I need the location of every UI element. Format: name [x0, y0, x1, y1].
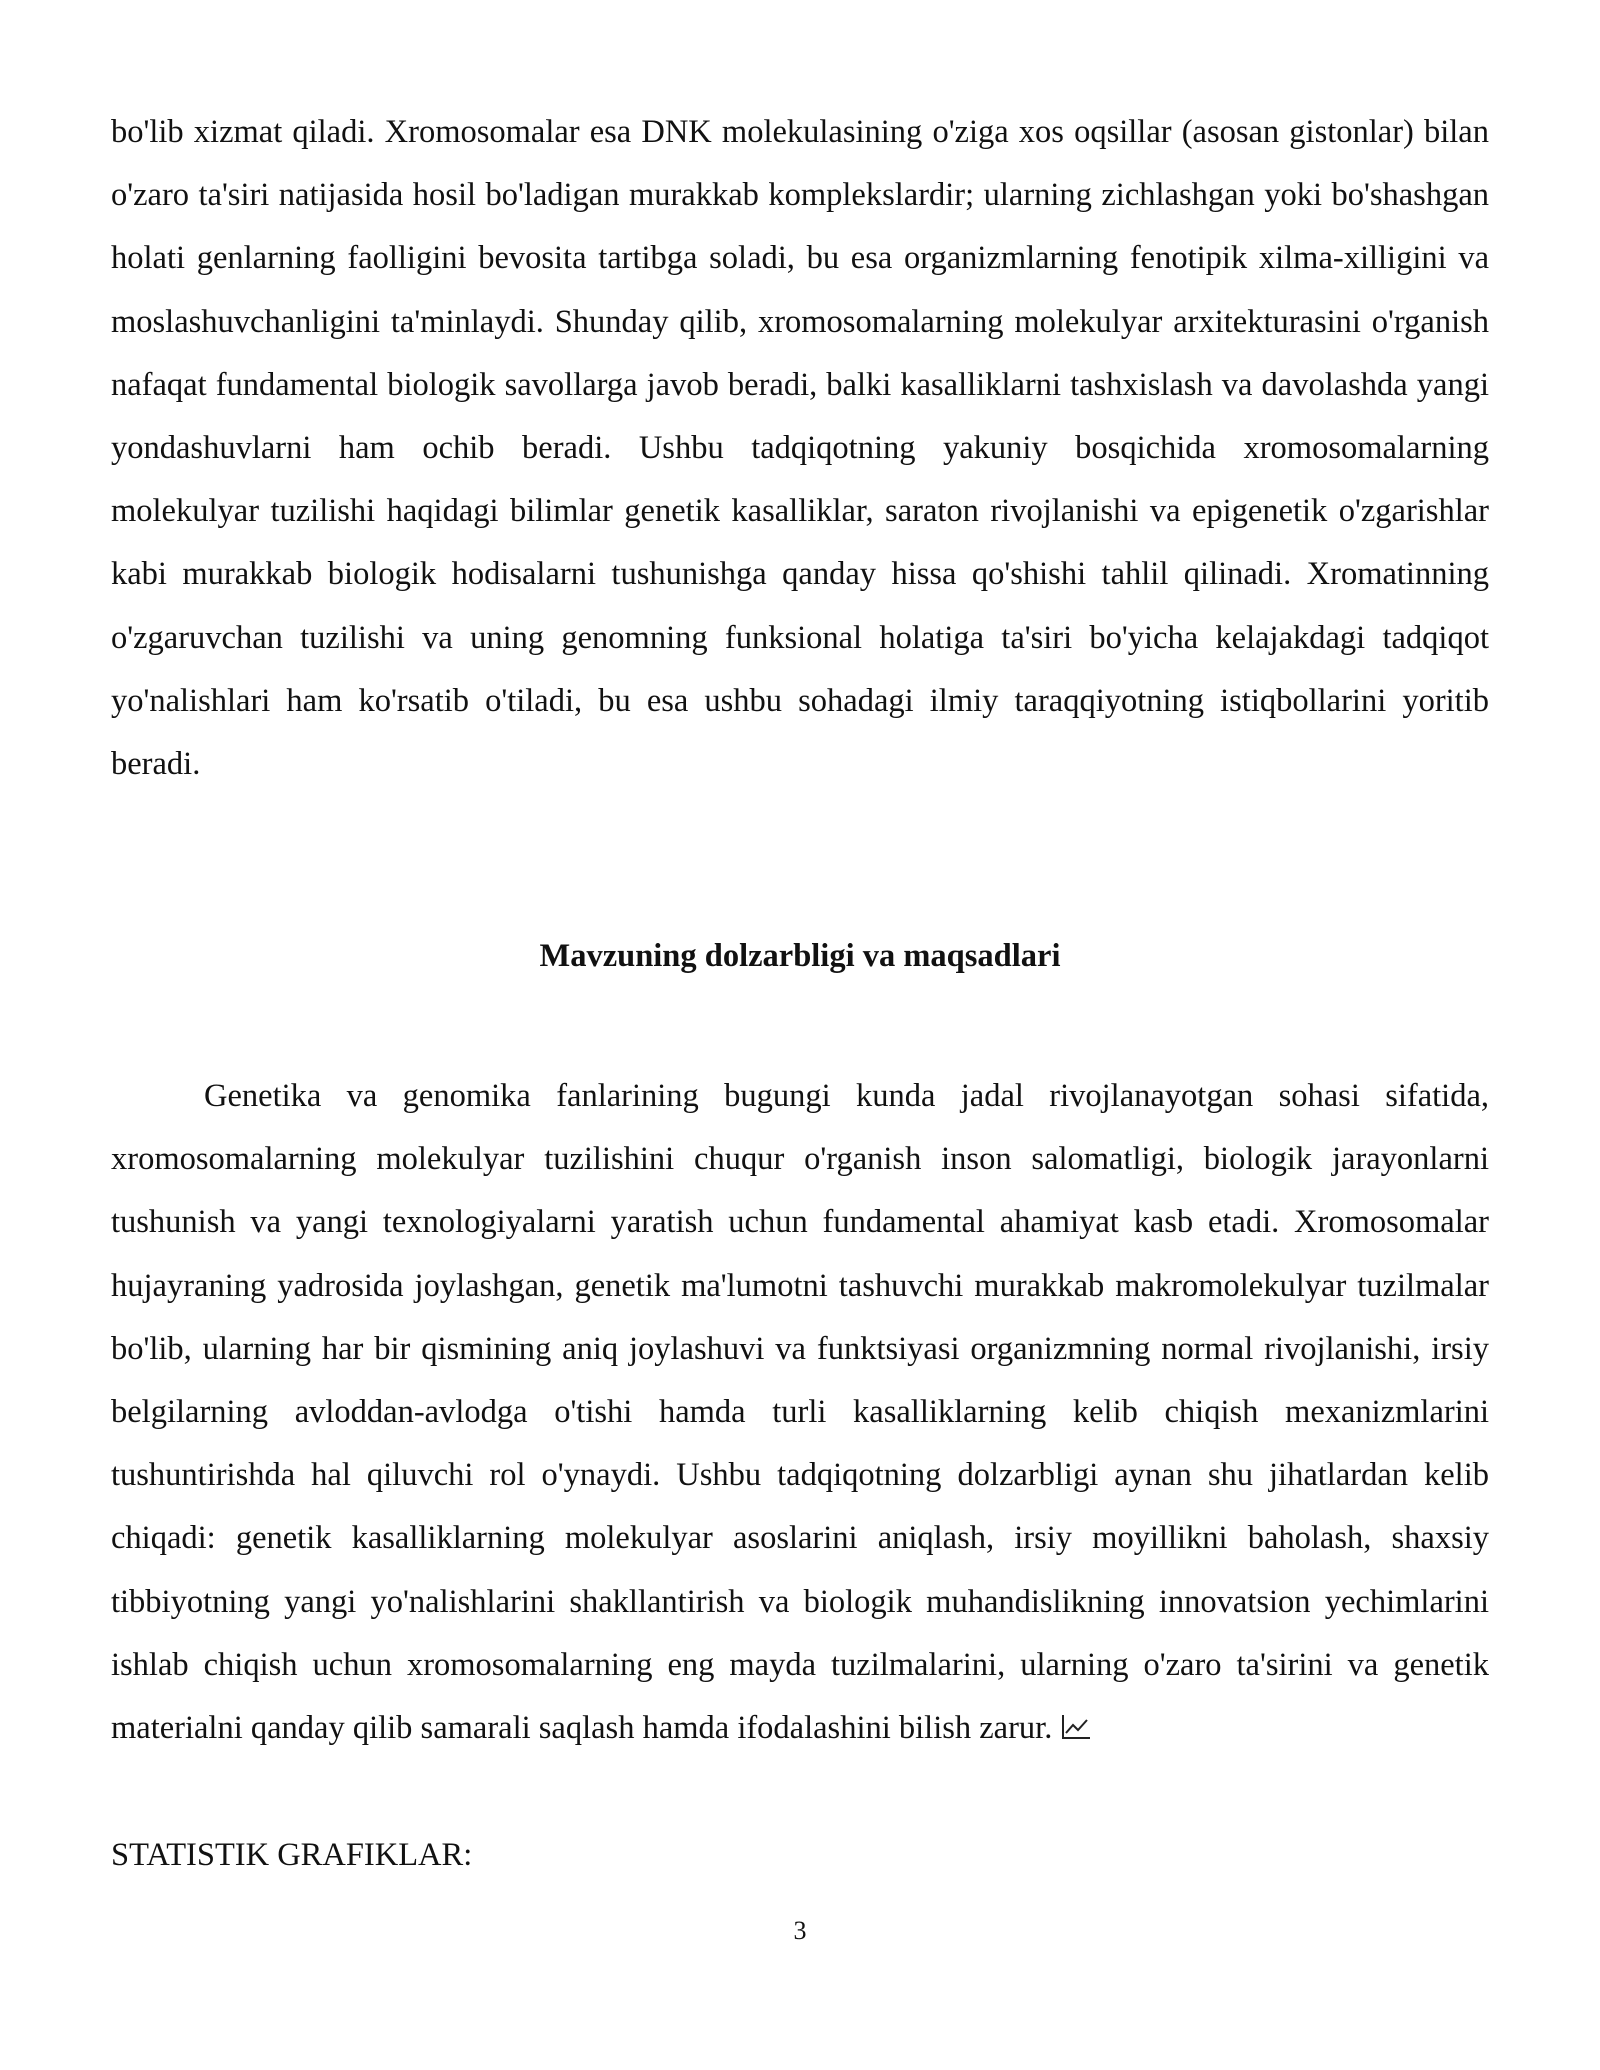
- body-paragraph-2: [111, 1065, 1489, 1760]
- section-heading: Mavzuning dolzarbligi va maqsadlari: [539, 938, 1061, 974]
- body-paragraph-2-text: Genetika va genomika fanlarining bugungi kunda jadal rivojlanayotgan sohasi sifatida, xromosomalarning molekulyar tuzilishini chuqur o'rganish inson salomatligi, biologik jarayonlarni tushunish va yangi texnologiyalarni yaratish uchun fundamental ahamiyat kasb etadi. Xromosomalar hujayraning yadrosida joylashgan, genetik ma'lumotni tashuvchi murakkab makromolekulyar tuzilmalar bo'lib, ularning har bir qismining aniq joylashuvi va funktsiyasi organizmning normal rivojlanishi, irsiy belgilarning avloddan-avlodga o'tishi hamda turli kasalliklarning kelib chiqish mexanizmlarini tushuntirishda hal qiluvchi rol o'ynaydi. Ushbu tadqiqotning dolzarbligi aynan shu jihatlardan kelib chiqadi: genetik kasalliklarning molekulyar asoslarini aniqlash, irsiy moyillikni baholash, shaxsiy tibbiyotning yangi yo'nalishlarini shakllantirish va biologik muhandislikning innovatsion yechimlarini ishlab chiqish uchun xromosomalarning eng mayda tuzilmalarini, ularning o'zaro ta'sirini va genetik materialni qanday qilib samarali saqlash hamda ifodalashini bilish zarur.: [111, 1078, 1489, 1747]
- statistics-label: STATISTIK GRAFIKLAR:: [111, 1837, 473, 1873]
- line-chart-icon: [1060, 1713, 1092, 1741]
- body-paragraph-1: bo'lib xizmat qiladi. Xromosomalar esa DNK molekulasining o'ziga xos oqsillar (asosan gistonlar) bilan o'zaro ta'siri natijasida hosil bo'ladigan murakkab komplekslardir; ularning zichlashgan yoki bo'shashgan holati genlarning faolligini bevosita tartibga soladi, bu esa organizmlarning fenotipik xilma-xilligini va moslashuvchanligini ta'minlaydi. Shunday qilib, xromosomalarning molekulyar arxitekturasini o'rganish nafaqat fundamental biologik savollarga javob beradi, balki kasalliklarni tashxislash va davolashda yangi yondashuvlarni ham ochib beradi. Ushbu tadqiqotning yakuniy bosqichida xromosomalarning molekulyar tuzilishi haqidagi bilimlar genetik kasalliklar, saraton rivojlanishi va epigenetik o'zgarishlar kabi murakkab biologik hodisalarni tushunishga qanday hissa qo'shishi tahlil qilinadi. Xromatinning o'zgaruvchan tuzilishi va uning genomning funksional holatiga ta'siri bo'yicha kelajakdagi tadqiqot yo'nalishlari ham ko'rsatib o'tiladi, bu esa ushbu sohadagi ilmiy taraqqiyotning istiqbollarini yoritib beradi.: [111, 114, 1489, 783]
- page-number: 3: [793, 1916, 807, 1945]
